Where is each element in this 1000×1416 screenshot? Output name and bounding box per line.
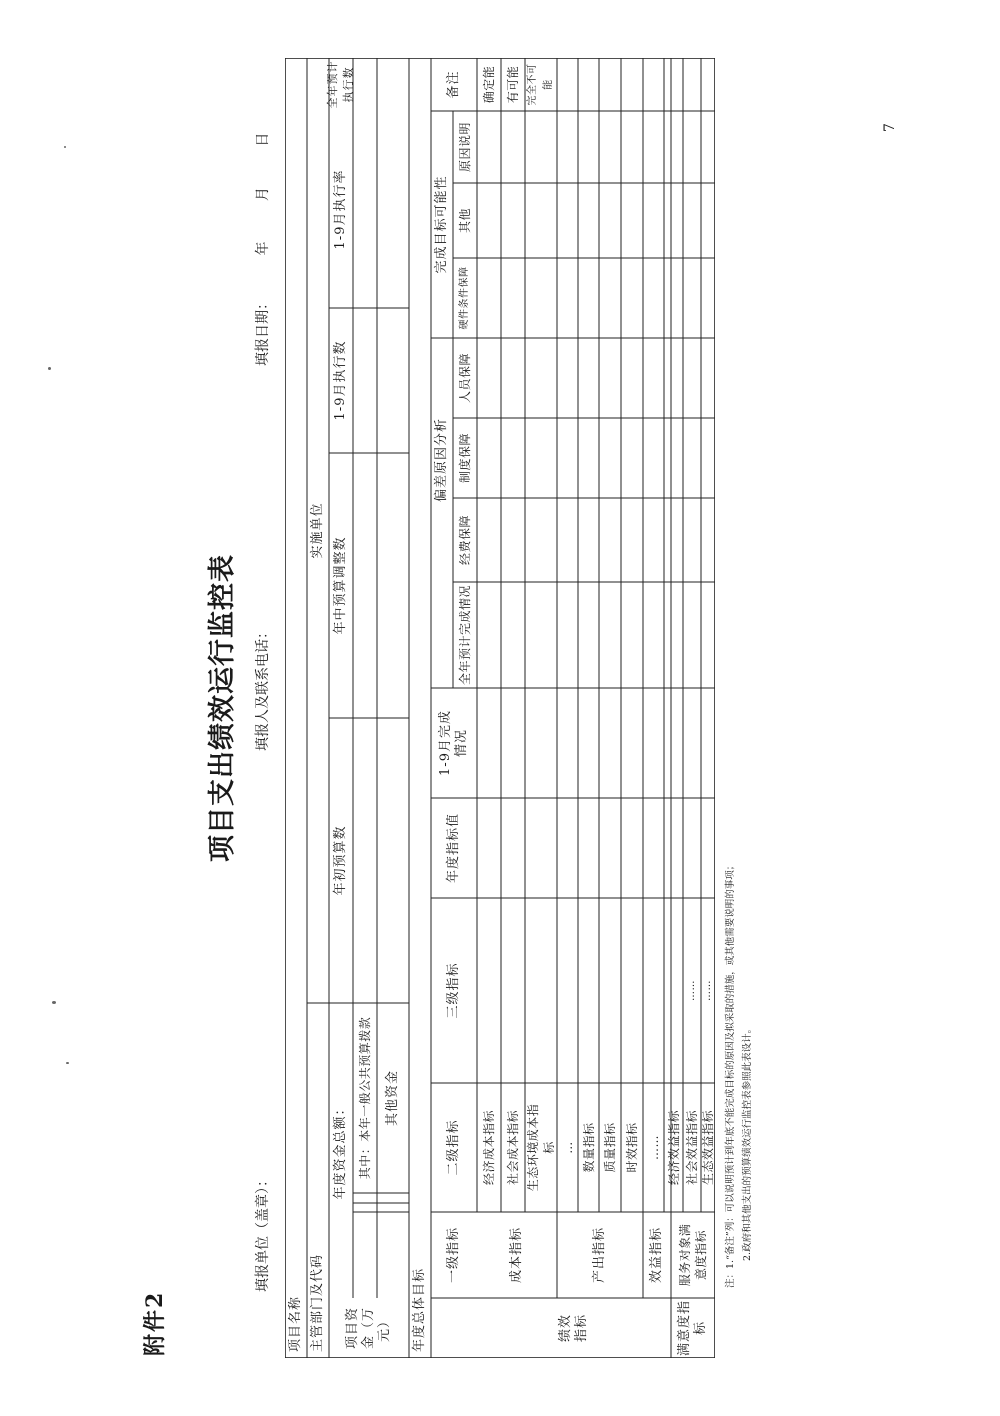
perf-indicator-label: 绩效指标 — [558, 1313, 589, 1342]
date-label: 填报日期： — [255, 296, 271, 366]
forecast-sub-header: 全年预计完成情况 — [458, 585, 472, 686]
output-indicator-label: 产出指标 — [592, 1227, 607, 1284]
cost-eco: 生态环境成本指标 — [526, 1103, 556, 1192]
monitoring-table — [285, 58, 715, 1358]
overall-goal-label: 年度总体目标 — [412, 1267, 427, 1352]
feasibility-certain: 确定能 — [482, 65, 496, 104]
midyear-adjust-header: 年中预算调整数 — [333, 536, 348, 635]
annual-total-label: 年度资金总额： — [333, 1101, 348, 1200]
exec-rate-header: 1-9月执行率 — [333, 169, 348, 250]
deviation-personnel: 人员保障 — [458, 353, 472, 404]
date-year: 年 — [255, 241, 271, 256]
scan-speck — [48, 367, 51, 370]
feasibility-likely: 有可能 — [506, 65, 520, 104]
general-budget-label: 其中：本年一般公共预算拨款 — [358, 1016, 372, 1180]
date-field — [252, 133, 272, 366]
deviation-other: 其他 — [458, 208, 472, 234]
output-ellipsis: … — [560, 1141, 575, 1154]
date-day: 日 — [255, 132, 271, 147]
scan-speck — [64, 146, 66, 148]
exec-1-9-header: 1-9月执行数 — [333, 340, 348, 421]
target-header: 年度指标值 — [446, 813, 461, 884]
footnote-2: 2.政府和其他支出的预算绩效运行监控表参照此表设计。 — [742, 1023, 753, 1261]
full-year-exec-header: 全年预计执行数 — [326, 60, 355, 109]
footnotes — [722, 861, 756, 1288]
sat-service: 服务对象满意度指标 — [678, 1223, 708, 1287]
date-month: 月 — [255, 187, 271, 202]
out-quality: 质量指标 — [603, 1122, 617, 1173]
scan-speck — [52, 1001, 56, 1004]
deviation-hardware: 硬件条件保障 — [459, 266, 470, 330]
cost-econ: 经济成本指标 — [482, 1110, 496, 1186]
footnote-1: 注：1.“备注”列：可以说明预计到年底不能完成目标的原因及拟采取的措施，或其他需要说明的事项； — [725, 860, 736, 1288]
remarks-header: 备注 — [446, 70, 461, 99]
ben-social: 社会效益指标 — [685, 1110, 699, 1186]
out-time: 时效指标 — [625, 1122, 639, 1173]
satisfaction-indicator-label: 满意度指标 — [677, 1299, 708, 1356]
benefit-ellipsis-2: …… — [686, 980, 697, 1001]
scan-speck — [66, 1062, 69, 1064]
level2-header: 二级指标 — [446, 1119, 461, 1176]
level3-header: 三级指标 — [446, 962, 461, 1019]
satisfaction-ellipsis: …… — [702, 980, 713, 1001]
feasibility-impossible: 完全不可能 — [527, 63, 554, 106]
completion-header: 1-9月完成情况 — [438, 710, 469, 776]
project-name-label: 项目名称 — [288, 1295, 303, 1352]
deviation-system: 制度保障 — [458, 433, 472, 484]
level1-header: 一级指标 — [446, 1227, 461, 1284]
page-number: 7 — [882, 123, 898, 132]
benefit-indicator-label: 效益指标 — [649, 1227, 664, 1284]
deviation-funding: 经费保障 — [458, 515, 472, 566]
deviation-reason: 原因说明 — [458, 122, 472, 173]
out-qty: 数量指标 — [581, 1122, 596, 1173]
other-funds-label: 其他资金 — [385, 1070, 400, 1127]
benefit-ellipsis: …… — [646, 1135, 661, 1160]
deviation-header: 偏差原因分析 — [434, 418, 449, 503]
ben-eco: 生态效益指标 — [701, 1110, 715, 1186]
page-title: 项目支出绩效运行监控表 — [207, 554, 238, 862]
contact-label: 填报人及联系电话： — [255, 625, 271, 751]
project-funds-label: 项目资金（万元） — [345, 1307, 392, 1350]
feasibility-header: 完成目标可能性 — [434, 175, 449, 274]
initial-budget-header: 年初预算数 — [333, 825, 348, 896]
reporting-unit-label: 填报单位（盖章）： — [255, 1173, 271, 1292]
impl-unit-label: 实施单位 — [310, 502, 325, 559]
cost-indicator-label: 成本指标 — [509, 1227, 524, 1284]
dept-code-label: 主管部门及代码 — [310, 1253, 325, 1352]
annex-label: 附件2 — [142, 1290, 168, 1356]
cost-social: 社会成本指标 — [506, 1110, 520, 1186]
ben-econ: 经济效益指标 — [666, 1110, 681, 1186]
